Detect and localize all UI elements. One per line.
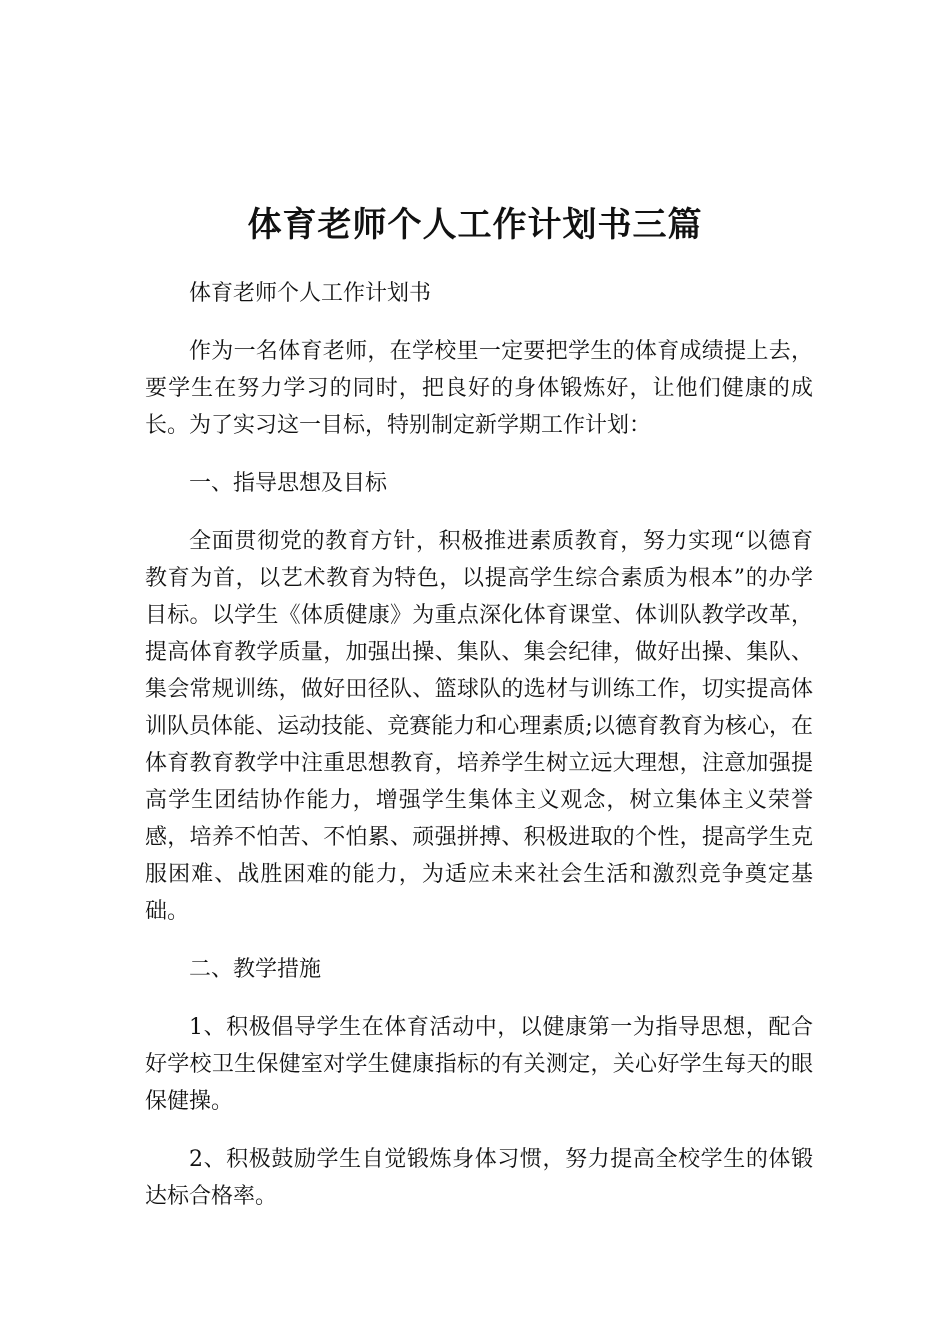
section-heading-teaching-measures: 二、教学措施 xyxy=(189,957,322,982)
intro-paragraph: 作为一名体育老师，在学校里一定要把学生的体育成绩提上去，要学生在努力学习的同时，把良好的身体锻炼好，让他们健康的成长。为了实习这一目标，特别制定新学期工作计划： xyxy=(145,339,813,438)
guiding-ideas-paragraph: 全面贯彻党的教育方针，积极推进素质教育，努力实现“以德育教育为首，以艺术教育为特色，以提高学生综合素质为根本”的办学目标。以学生《体质健康》为重点深化体育课堂、体训队教学改革，提高体育教学质量，加强出操、集队、集会纪律，做好出操、集队、集会常规训练，做好田径队、篮球队的选材与训练工作，切实提高体训队员体能、运动技能、竞赛能力和心理素质;以德育教育为核心，在体育教育教学中注重思想教育，培养学生树立远大理想，注意加强提高学生团结协作能力，增强学生集体主义观念，树立集体主义荣誉感，培养不怕苦、不怕累、顽强拼搏、积极进取的个性，提高学生克服困难、战胜困难的能力，为适应未来社会生活和激烈竞争奠定基础。 xyxy=(145,529,813,924)
document-body xyxy=(145,275,813,1236)
subtitle-paragraph: 体育老师个人工作计划书 xyxy=(189,281,432,306)
section-heading-guiding-ideas: 一、指导思想及目标 xyxy=(189,471,388,496)
measure-item-1: 1、积极倡导学生在体育活动中，以健康第一为指导思想，配合好学校卫生保健室对学生健康指标的有关测定，关心好学生每天的眼保健操。 xyxy=(145,1015,813,1114)
document-title: 体育老师个人工作计划书三篇 xyxy=(247,205,703,245)
measure-item-2: 2、积极鼓励学生自觉锻炼身体习惯，努力提高全校学生的体锻达标合格率。 xyxy=(145,1147,813,1209)
